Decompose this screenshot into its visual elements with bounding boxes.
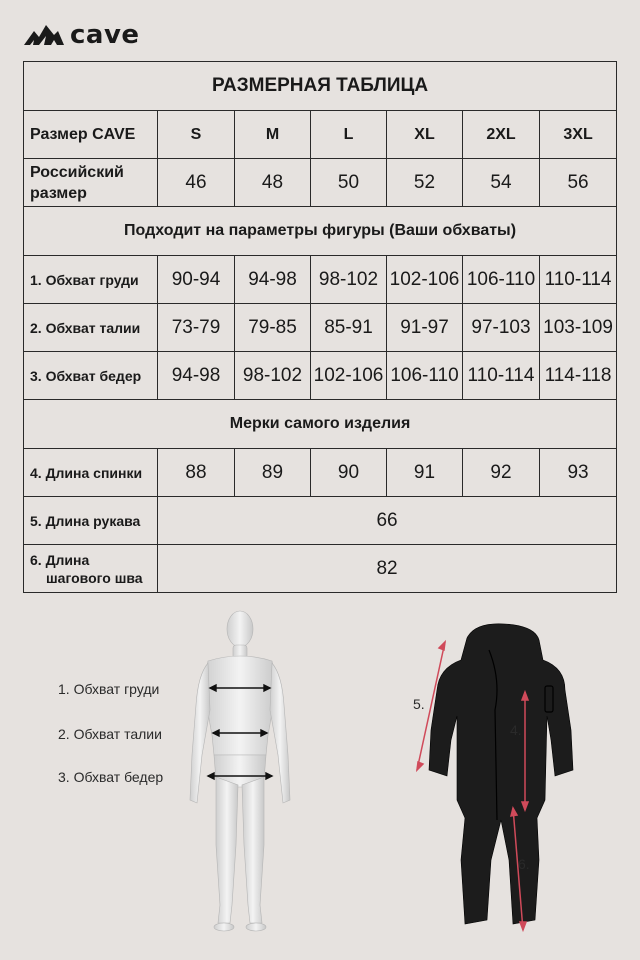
back-length-label: 4. Длина спинки bbox=[24, 449, 158, 497]
table-title: РАЗМЕРНАЯ ТАБЛИЦА bbox=[24, 62, 617, 111]
size-3xl: 3XL bbox=[540, 111, 617, 159]
table-cell: 98-102 bbox=[311, 256, 387, 304]
product-section-heading: Мерки самого изделия bbox=[24, 400, 617, 449]
table-cell: 54 bbox=[463, 159, 540, 207]
table-cell: 91-97 bbox=[387, 304, 463, 352]
table-cell: 102-106 bbox=[387, 256, 463, 304]
back-dim-label: 4. bbox=[510, 722, 522, 738]
table-cell: 90 bbox=[311, 449, 387, 497]
mountain-logo-icon bbox=[24, 23, 64, 47]
table-cell: 97-103 bbox=[463, 304, 540, 352]
size-s: S bbox=[158, 111, 235, 159]
sleeve-length-value: 66 bbox=[158, 497, 617, 545]
brand-logo bbox=[24, 20, 140, 50]
table-cell: 56 bbox=[540, 159, 617, 207]
table-cell: 114-118 bbox=[540, 352, 617, 400]
table-cell: 92 bbox=[463, 449, 540, 497]
table-cell: 88 bbox=[158, 449, 235, 497]
table-cell: 98-102 bbox=[235, 352, 311, 400]
size-m: M bbox=[235, 111, 311, 159]
table-cell: 110-114 bbox=[540, 256, 617, 304]
sleeve-dim-label: 5. bbox=[413, 696, 425, 712]
table-cell: 106-110 bbox=[387, 352, 463, 400]
table-row bbox=[24, 497, 617, 545]
table-row bbox=[24, 304, 617, 352]
table-cell: 48 bbox=[235, 159, 311, 207]
inseam-dim-label: 6. bbox=[518, 856, 530, 872]
table-cell: 90-94 bbox=[158, 256, 235, 304]
table-row bbox=[24, 256, 617, 304]
waist-label: 2. Обхват талии bbox=[24, 304, 158, 352]
mannequin-figure bbox=[180, 605, 300, 935]
table-cell: 91 bbox=[387, 449, 463, 497]
table-cell: 106-110 bbox=[463, 256, 540, 304]
sleeve-length-label: 5. Длина рукава bbox=[24, 497, 158, 545]
table-cell: 89 bbox=[235, 449, 311, 497]
table-cell: 79-85 bbox=[235, 304, 311, 352]
table-cell: 94-98 bbox=[158, 352, 235, 400]
table-cell: 94-98 bbox=[235, 256, 311, 304]
table-row bbox=[24, 449, 617, 497]
table-row bbox=[24, 159, 617, 207]
table-cell: 93 bbox=[540, 449, 617, 497]
chest-label: 1. Обхват груди bbox=[24, 256, 158, 304]
legend-hips: 3. Обхват бедер bbox=[58, 769, 164, 785]
size-2xl: 2XL bbox=[463, 111, 540, 159]
table-cell: 50 bbox=[311, 159, 387, 207]
size-header-label: Размер CAVE bbox=[24, 111, 158, 159]
table-cell: 46 bbox=[158, 159, 235, 207]
inseam-length-value: 82 bbox=[158, 545, 617, 593]
brand-name: cave bbox=[70, 20, 140, 50]
table-cell: 102-106 bbox=[311, 352, 387, 400]
size-xl: XL bbox=[387, 111, 463, 159]
table-cell: 73-79 bbox=[158, 304, 235, 352]
table-cell: 103-109 bbox=[540, 304, 617, 352]
legend-chest: 1. Обхват груди bbox=[58, 681, 160, 697]
table-row bbox=[24, 352, 617, 400]
size-l: L bbox=[311, 111, 387, 159]
body-section-heading: Подходит на параметры фигуры (Ваши обхваты) bbox=[24, 207, 617, 256]
table-cell: 85-91 bbox=[311, 304, 387, 352]
inseam-length-label bbox=[24, 545, 158, 593]
table-cell: 52 bbox=[387, 159, 463, 207]
jumpsuit-figure bbox=[405, 620, 590, 940]
table-cell: 110-114 bbox=[463, 352, 540, 400]
inseam-label-line2: шагового шва bbox=[46, 569, 143, 586]
size-table bbox=[23, 61, 617, 593]
hips-label: 3. Обхват бедер bbox=[24, 352, 158, 400]
inseam-label-line1: 6. Длина bbox=[30, 551, 90, 568]
legend-waist: 2. Обхват талии bbox=[58, 726, 162, 742]
table-row bbox=[24, 545, 617, 593]
russian-size-label: Российский размер bbox=[24, 159, 158, 207]
